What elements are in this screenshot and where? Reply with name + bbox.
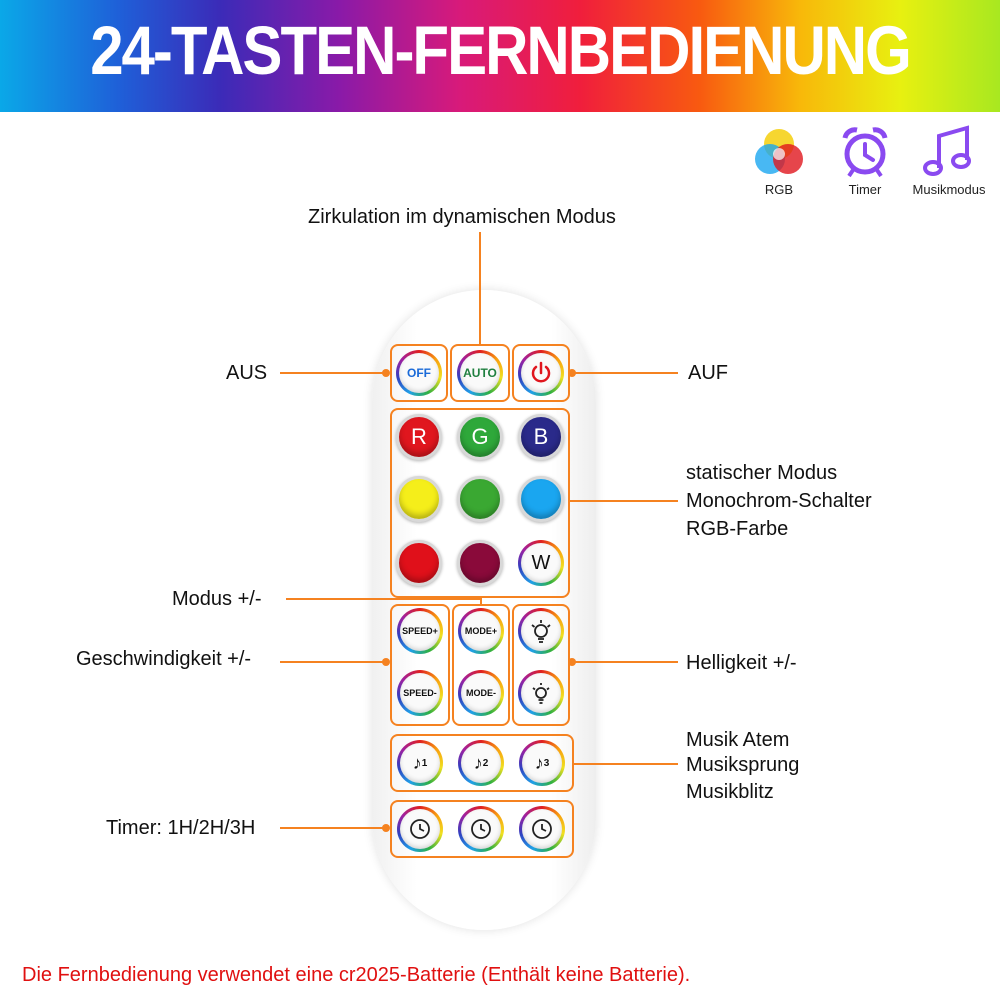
magenta-button[interactable]: [457, 540, 503, 586]
green-button-label: G: [471, 424, 489, 449]
bulb-minus-icon: [521, 673, 561, 713]
brightness-minus-button[interactable]: [518, 670, 564, 716]
label-music-breath: Musik Atem: [686, 729, 790, 751]
cyan-button[interactable]: [518, 476, 564, 522]
red-button[interactable]: [396, 414, 442, 460]
music-2-number: 2: [482, 757, 489, 769]
label-circulation: Zirkulation im dynamischen Modus: [308, 206, 616, 228]
label-music-jump: Musiksprung: [686, 754, 800, 776]
white-button-label: W: [521, 543, 561, 583]
feature-rgb-label: RGB: [764, 182, 794, 197]
speed-plus-button[interactable]: [397, 608, 443, 654]
mode-minus-label: MODE-: [461, 673, 501, 713]
music-3-button[interactable]: [519, 740, 565, 786]
dot-brightness: [568, 658, 576, 666]
line-speed: [280, 661, 386, 663]
label-brightness: Helligkeit +/-: [686, 652, 797, 674]
timer-1h-button[interactable]: [397, 806, 443, 852]
page-title: 24-TASTEN-FERNBEDIENUNG: [90, 11, 910, 90]
music-3-number: 3: [543, 757, 550, 769]
power-icon: [521, 353, 561, 393]
timer-2h-button[interactable]: [458, 806, 504, 852]
line-timer: [280, 827, 386, 829]
speed-minus-label: SPEED-: [400, 673, 440, 713]
label-static-mode: statischer Modus: [686, 462, 838, 484]
mode-minus-button[interactable]: [458, 670, 504, 716]
music-note-icon: [919, 124, 979, 180]
blue-button-label: B: [533, 424, 549, 449]
line-auto: [479, 232, 481, 344]
blue-button[interactable]: [518, 414, 564, 460]
feature-timer-label: Timer: [848, 182, 882, 197]
clock-icon: [400, 809, 440, 849]
mode-plus-button[interactable]: [458, 608, 504, 654]
auto-button-label: AUTO: [460, 353, 500, 393]
clock-icon: [461, 809, 501, 849]
line-music: [574, 763, 678, 765]
green-button[interactable]: [457, 414, 503, 460]
off-button[interactable]: [396, 350, 442, 396]
music-1-icon: ♪ 1: [400, 743, 440, 783]
line-static: [570, 500, 678, 502]
timer-3h-button[interactable]: [519, 806, 565, 852]
alarm-clock-icon: [835, 124, 895, 180]
label-monochrome: Monochrom-Schalter: [686, 490, 872, 512]
red-button-label: R: [411, 424, 427, 449]
yellow-button[interactable]: [396, 476, 442, 522]
header-banner: [0, 0, 1000, 112]
lime-button[interactable]: [457, 476, 503, 522]
deep-red-button[interactable]: [396, 540, 442, 586]
line-mode-v: [480, 598, 482, 606]
feature-rgb: [734, 124, 824, 197]
auto-button[interactable]: [457, 350, 503, 396]
feature-timer: [820, 124, 910, 197]
music-2-icon: ♪ 2: [461, 743, 501, 783]
brightness-plus-button[interactable]: [518, 608, 564, 654]
white-button[interactable]: [518, 540, 564, 586]
dot-speed: [382, 658, 390, 666]
music-1-button[interactable]: [397, 740, 443, 786]
battery-note: Die Fernbedienung verwendet eine cr2025-Batterie (Enthält keine Batterie).: [22, 964, 691, 986]
line-brightness: [574, 661, 678, 663]
music-3-icon: ♪ 3: [522, 743, 562, 783]
mode-plus-label: MODE+: [461, 611, 501, 651]
bulb-plus-icon: [521, 611, 561, 651]
speed-minus-button[interactable]: [397, 670, 443, 716]
rgb-circles-icon: [749, 124, 809, 180]
power-button[interactable]: [518, 350, 564, 396]
dot-on: [568, 369, 576, 377]
dot-timer: [382, 824, 390, 832]
off-button-label: OFF: [399, 353, 439, 393]
music-2-button[interactable]: [458, 740, 504, 786]
line-off: [280, 372, 386, 374]
label-music-flash: Musikblitz: [686, 781, 774, 803]
dot-off: [382, 369, 390, 377]
clock-icon: [522, 809, 562, 849]
speed-plus-label: SPEED+: [400, 611, 440, 651]
music-1-number: 1: [421, 757, 428, 769]
label-on: AUF: [688, 362, 728, 384]
feature-music-label: Musikmodus: [912, 182, 986, 197]
label-timer: Timer: 1H/2H/3H: [106, 817, 256, 839]
label-mode: Modus +/-: [172, 588, 262, 610]
feature-music: [904, 124, 994, 197]
label-rgb-color: RGB-Farbe: [686, 518, 789, 540]
line-on: [574, 372, 678, 374]
label-speed: Geschwindigkeit +/-: [76, 648, 252, 670]
label-off: AUS: [226, 362, 268, 384]
line-mode: [286, 598, 482, 600]
